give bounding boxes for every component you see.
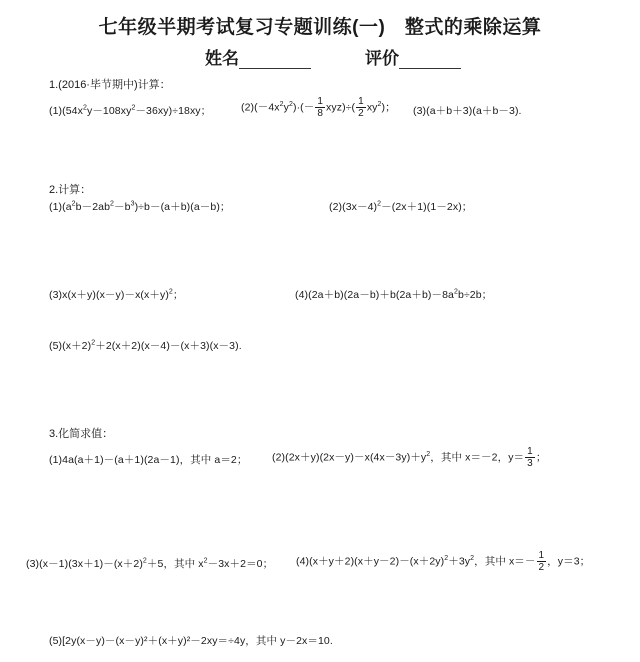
fraction-one-third: $\frac{1}{3}$: [527, 446, 533, 469]
section1-question1: $(1)(54x^2y-108xy^2-36xy)\div 18xy$；: [49, 104, 212, 117]
section2-question4: $(4)(2a+b)(2a-b)+b(2a+b)-8a^2b\div 2b$；: [295, 288, 493, 301]
fraction-one-half: $\frac{1}{2}$: [358, 96, 364, 119]
name-field: [205, 44, 311, 69]
section3-question2: $(2)(2x+y)(2x-y)-x(4x-3y)+y^2$，其中 x＝－2，y＝ $\frac{1}{3}$ ；: [272, 446, 547, 469]
evaluation-field: [365, 44, 461, 69]
section1-question3: (3)(a＋b＋3)(a＋b－3).: [413, 105, 522, 117]
name-blank: [239, 50, 311, 69]
section3-question1: (1)4a(a＋1)－(a＋1)(2a－1)，其中 a＝2；: [49, 454, 248, 466]
section1-question2: $(2)(-4x^2y^2)\cdot(-$ $\frac{1}{8}$ xyz)÷( $\frac{1}{2}$ $xy^2$)；: [241, 96, 396, 119]
section3-question5: (5)[2y(x－y)－(x－y)²＋(x＋y)²－2xy＝÷4y，其中 y－2x＝10.: [49, 635, 333, 647]
section2-question5: $(5)(x+2)^2+2(x+2)(x-4)-(x+3)(x-3)$.: [49, 339, 242, 352]
section2-question2: $(2)(3x-4)^2-(2x+1)(1-2x)$；: [329, 200, 473, 213]
section2-question3: $(3)x(x+y)(x-y)-x(x+y)^2$；: [49, 288, 184, 301]
fraction-one-half-b: $\frac{1}{2}$: [538, 550, 545, 573]
section3-question4: $(4)(x+y+2)(x+y-2)-(x+2y)^2+3y^2$，其中 x＝－ $\frac{1}{2}$ ，y＝3；: [296, 550, 591, 573]
section2-heading: 2.计算：: [49, 184, 92, 196]
section3-heading: 3.化简求值：: [49, 428, 114, 440]
evaluation-label: 评价: [365, 49, 399, 68]
section1-heading: 1.(2016·毕节期中)计算：: [49, 79, 171, 91]
name-label: 姓名: [205, 49, 239, 68]
section2-question1: $(1)(a^2b-2ab^2-b^3)\div b-(a+b)(a-b)$；: [49, 200, 231, 213]
section3-question3: $(3)(x-1)(3x+1)-(x+2)^2+5$，其中 $x^2-3x+2=0$；: [26, 557, 274, 570]
fraction-one-eighth: $\frac{1}{8}$: [317, 96, 324, 119]
page-title: 七年级半期考试复习专题训练(一) 整式的乘除运算: [98, 17, 542, 38]
evaluation-blank: [399, 50, 461, 69]
